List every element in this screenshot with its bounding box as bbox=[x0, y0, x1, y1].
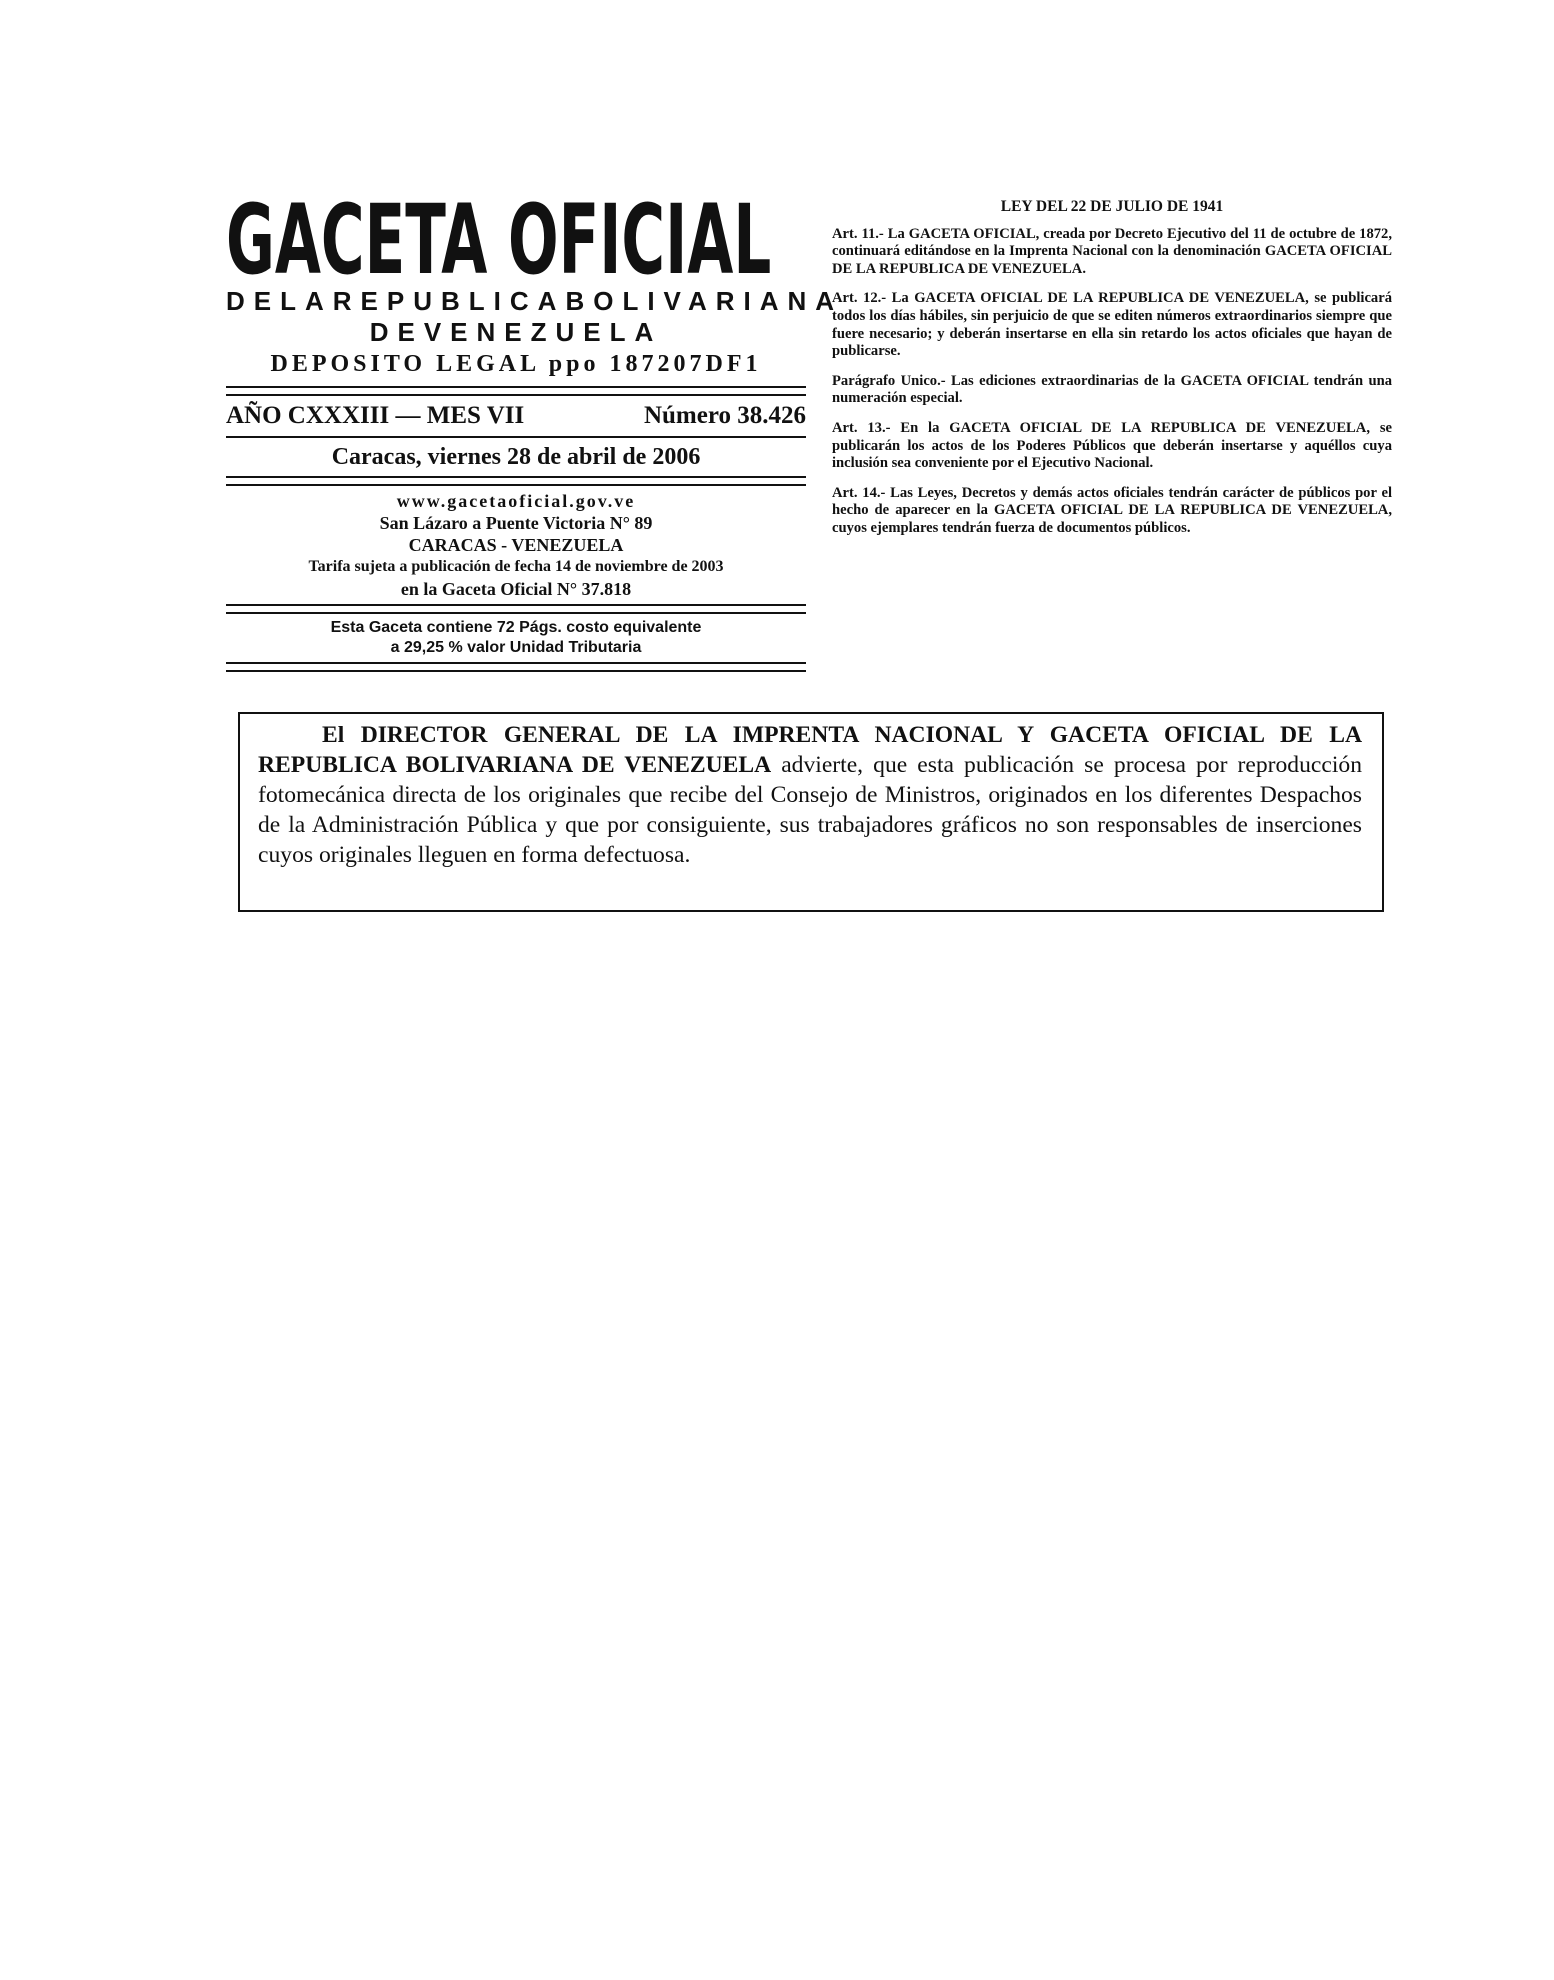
tariff-line-1: Tarifa sujeta a publicación de fecha 14 de noviembre de 2003 bbox=[308, 558, 724, 575]
divider bbox=[226, 386, 806, 396]
tariff-line-2: en la Gaceta Oficial N° 37.818 bbox=[400, 579, 632, 599]
issue-year-month: AÑO CXXXIII — MES VII bbox=[226, 402, 525, 429]
website: www.gacetaoficial.gov.ve bbox=[396, 491, 636, 511]
legal-deposit: DEPOSITO LEGAL ppo 187207DF1 bbox=[270, 351, 762, 377]
issue-number: Número 38.426 bbox=[643, 402, 806, 429]
law-article: Art. 14.- Las Leyes, Decretos y demás actos oficiales tendrán carácter de públicos por el hecho de aparecer en la GACETA OFICIAL DE LA REPUBLICA DE VENEZUELA, cuyos ejemplares tendrán fuerza de documentos públicos. bbox=[832, 484, 1392, 536]
issue-year: AÑO CXXXIII bbox=[226, 402, 390, 429]
law-heading: LEY DEL 22 DE JULIO DE 1941 bbox=[1000, 198, 1224, 215]
address: San Lázaro a Puente Victoria N° 89 bbox=[379, 513, 653, 533]
cost-line-1: Esta Gaceta contiene 72 Págs. costo equivalente bbox=[330, 619, 702, 636]
issue-line bbox=[226, 396, 806, 436]
issue-month: MES VII bbox=[426, 402, 525, 429]
divider bbox=[226, 662, 806, 672]
city: CARACAS - VENEZUELA bbox=[408, 535, 624, 555]
subtitle-venezuela: DEVENEZUELA bbox=[369, 317, 663, 347]
divider bbox=[226, 476, 806, 486]
masthead bbox=[226, 184, 844, 672]
law-article: Parágrafo Unico.- Las ediciones extraordinarias de la GACETA OFICIAL tendrán una numeración especial. bbox=[832, 372, 1392, 407]
law-article: Art. 13.- En la GACETA OFICIAL DE LA REPUBLICA DE VENEZUELA, se publicarán los actos de los Poderes Públicos que deberán insertarse y aquéllos cuya inclusión sea conveniente por el Ejecutivo Nacional. bbox=[832, 419, 1392, 472]
notice-lead: El DIRECTOR GENERAL DE LA IMPRENTA NACIONAL Y GACETA OFICIAL DE LA REPUBLICA BOLIVARIANA DE VENEZUELA bbox=[258, 722, 1362, 778]
notice-body: advierte, que esta publicación se procesa por reproducción fotomecánica directa de los originales que recibe del Consejo de Ministros, originados en los diferentes Despachos de la Administración Pública y que por consiguiente, sus trabajadores gráficos no son responsables de inserciones cuyos originales lleguen en forma defectuosa. bbox=[258, 752, 1362, 868]
cost-info bbox=[226, 614, 806, 662]
publisher-info bbox=[226, 486, 806, 604]
gazette-title: GACETA OFICIAL bbox=[226, 184, 772, 296]
law-column bbox=[832, 198, 1392, 550]
law-article: Art. 11.- La GACETA OFICIAL, creada por Decreto Ejecutivo del 11 de octubre de 1872, continuará editándose en la Imprenta Nacional con la denominación GACETA OFICIAL DE LA REPUBLICA DE VENEZUELA. bbox=[832, 225, 1392, 277]
law-article: Art. 12.- La GACETA OFICIAL DE LA REPUBLICA DE VENEZUELA, se publicará todos los días hábiles, sin perjuicio de que se editen números extraordinarios siempre que fuere necesario; y deberán insertarse en ella sin retardo los actos oficiales que hayan de publicarse. bbox=[832, 290, 1392, 360]
subtitle-republic: DELAREPUBLICABOLIVARIANA bbox=[226, 286, 844, 316]
divider bbox=[226, 604, 806, 614]
cost-line-2: a 29,25 % valor Unidad Tributaria bbox=[390, 639, 642, 656]
issue-date: Caracas, viernes 28 de abril de 2006 bbox=[331, 444, 701, 470]
director-notice bbox=[238, 712, 1384, 912]
